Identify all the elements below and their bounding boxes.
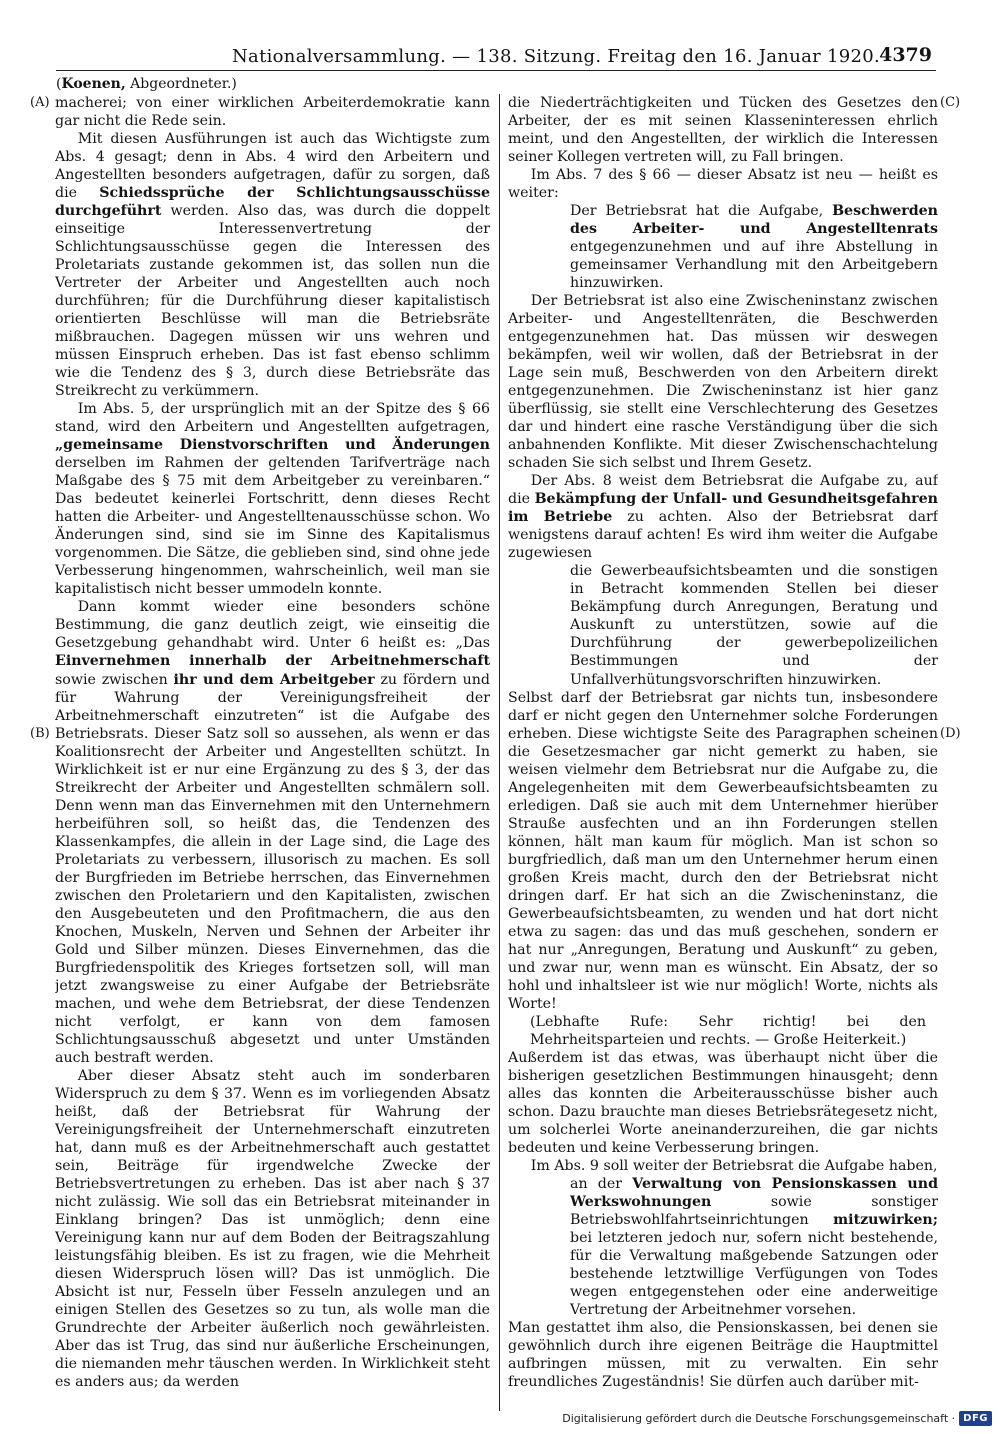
running-title: Nationalversammlung. — 138. Sitzung. Freitag den 16. Januar 1920. (232, 46, 881, 67)
margin-marker-a: (A) (30, 95, 50, 110)
quoted-law-text: die Gewerbeaufsichtsbeamten und die sonstigen in Betracht kommenden Stellen bei dieser Bekämpfung durch Anregungen, Beratung und Auskunft zu unterstützen, sowie auf die Durchführung der gewerbepolizeilichen Bestimmungen und der Unfallverhütungsvorschriften hinzuwirken. (570, 563, 938, 688)
margin-marker-c: (C) (940, 95, 961, 110)
paragraph: Aber dieser Absatz steht auch im sonderbaren Widerspruch zu dem § 37. Wenn es im vorliegenden Absatz heißt, daß der Betriebsrat für Wahrung der Vereinigungsfreiheit der Unternehmerschaft einzutreten hat, dann muß es der Arbeitnehmerschaft auch gestattet sein, Beiträge für irgendwelche Zwecke der Betriebsvertretungen zu erheben. Das ist aber nach § 37 nicht zulässig. Wie soll das ein Betriebsrat miteinander in Einklang bringen? Das ist unmöglich; denn eine Vereinigung kann nur auf dem Boden der Beitragszahlung leistungsfähig bleiben. Es ist zu fragen, wie die Mehrheit diesen Widerspruch lösen will? Das ist unmöglich. Die Absicht ist nur, Fesseln über Fesseln anzulegen und an einigen Stellen des Gesetzes so zu tun, als wolle man die Grundrechte der Arbeiter äußerlich noch gewährleisten. Aber das ist Trug, das sind nur äußerliche Erscheinungen, die niemanden mehr täuschen werden. In Wirklichkeit steht es anders aus; da werden (55, 1067, 490, 1391)
speaker-name: Koenen, (61, 76, 126, 92)
right-column (508, 94, 938, 1410)
page-number: 4379 (879, 44, 932, 66)
paragraph: Der Abs. 8 weist dem Betriebsrat die Aufgabe zu, auf die Bekämpfung der Unfall- und Gesundheitsgefahren im Betriebe zu achten. Also der Betriebsrat darf wenigstens darauf achten! Es wird ihm weiter die Aufgabe zugewiesen (508, 473, 938, 562)
header-rule (56, 70, 936, 71)
digitization-credit (562, 1408, 992, 1428)
running-header (56, 40, 936, 70)
speaker-role: Abgeordneter.) (130, 76, 237, 92)
margin-marker-d: (D) (940, 726, 961, 741)
paragraph: Im Abs. 5, der ursprünglich mit an der Spitze des § 66 stand, wird den Arbeitern und Angestellten aufgetragen, „gemeinsame Dienstvorschriften und Änderungen derselben im Rahmen der geltenden Tarifverträge nach Maßgabe des § 75 mit dem Arbeitgeber zu vereinbaren.“ Das bedeutet keinerlei Fortschritt, denn dieses Recht hatten die Arbeiter- und Angestelltenausschüsse schon. Wo Änderungen sind, sind sie im Sinne des Kapitalismus vorgenommen. Die Sätze, die geblieben sind, sind ohne jede Verbesserung hingenommen, wahrscheinlich, weil man sie kapitalistisch nicht besser ummodeln konnte. (55, 401, 490, 598)
dfg-logo: DFG (959, 1411, 992, 1426)
credit-text: Digitalisierung gefördert durch die Deutsche Forschungsgemeinschaft · (562, 1411, 956, 1425)
paragraph: die Niederträchtigkeiten und Tücken des Gesetzes den Arbeiter, der es mit seinen Klasseninteressen ehrlich meint, und den Angestellten, der wirklich die Interessen seiner Kollegen vertreten will, zu Fall bringen. (508, 95, 938, 166)
paragraph: Der Betriebsrat ist also eine Zwischeninstanz zwischen Arbeiter- und Angestelltenräten, die Beschwerden entgegenzunehmen hat. Das müssen wir deswegen bekämpfen, weil wir wollen, daß der Betriebsrat in der Lage sein muß, Beschwerden von den Arbeitern direkt entgegenzunehmen. Die Zwischeninstanz ist hier ganz überflüssig, sie stellt eine Verschlechterung des Gesetzes dar und hindert eine rasche Verständigung über die sich anbahnenden Konflikte. Mit dieser Zwischenschachtelung schaden Sie sich selbst und Ihrem Gesetz. (508, 293, 938, 472)
paragraph: macherei; von einer wirklichen Arbeiterdemokratie kann gar nicht die Rede sein. (55, 95, 490, 130)
speaker-line: (Koenen, Abgeordneter.) (56, 76, 237, 92)
paragraph: Selbst darf der Betriebsrat gar nichts tun, insbesondere darf er nicht gegen den Unternehmer solche Forderungen erheben. Diese wichtigste Seite des Paragraphen scheinen die Gesetzesmacher gar nicht gemerkt zu haben, sie weisen vielmehr dem Betriebsrat nur die Aufgabe zu, die Angelegenheiten mit dem Gewerbeaufsichtsbeamten zu erledigen. Daß sie auch mit dem Unternehmer hierüber Strauße ausfechten und an ihn Forderungen stellen können, hält man kaum für möglich. Man ist schon so burgfriedlich, daß man um den Unternehmer herum einen großen Kreis macht, durch den der Betriebsrat nicht dringen darf. Er hat sich an die Zwischeninstanz, die Gewerbeaufsichtsbeamten, zu wenden und hat dort nicht etwa zu sagen: das und das muß geschehen, sondern er hat nur „Anregungen, Beratung und Auskunft“ zu geben, und zwar nur, wenn man es wünscht. Ein Absatz, der so hohl und inhaltsleer ist wie nur möglich! Worte, nichts als Worte! (508, 689, 938, 1012)
paragraph: Mit diesen Ausführungen ist auch das Wichtigste zum Abs. 4 gesagt; denn in Abs. 4 wird den Arbeitern und Angestellten besonders aufgetragen, dafür zu sorgen, daß die Schiedssprüche der Schlichtungsausschüsse durchgeführt werden. Also das, was durch die doppelt einseitige Interessenvertretung der Schlichtungsausschüsse gegen die Interessen des Proletariats zustande gekommen ist, das sollen nun die Vertreter der Arbeiter und Angestellten auch noch durchführen; für die Durchführung dieser kapitalistisch orientierten Beschlüsse will man die Betriebsräte mißbrauchen. Dagegen müssen wir uns wehren und müssen Einspruch erheben. Das ist fast ebenso schlimm wie die Tendenz des § 3, durch diese Betriebsräte das Streikrecht zu verkümmern. (55, 131, 490, 400)
margin-marker-b: (B) (30, 726, 50, 741)
paragraph: Im Abs. 7 des § 66 — dieser Absatz ist neu — heißt es weiter: (508, 167, 938, 202)
quoted-law-text: Der Betriebsrat hat die Aufgabe, Beschwerden des Arbeiter- und Angestelltenrats entgegenzunehmen und auf ihre Abstellung in gemeinsamer Verhandlung mit den Arbeitgebern hinzuwirken. (570, 203, 938, 292)
paragraph: Außerdem ist das etwas, was überhaupt nicht über die bisherigen gesetzlichen Bestimmungen hinausgeht; denn alles das konnten die Arbeiterausschüsse bisher auch schon. Dazu brauchte man dieses Betriebsrätegesetz nicht, um solcherlei Worte aneinanderzureihen, die gar nichts bedeuten und keine Verbesserung bringen. (508, 1049, 938, 1156)
quoted-law-text: an der Verwaltung von Pensionskassen und Werkswohnungen sowie sonstiger Betriebswohlfahrtseinrichtungen mitzuwirken; bei letzteren jedoch nur, sofern nicht bestehende, für die Verwaltung maßgebende Satzungen oder bestehende letztwillige Verfügungen von Todes wegen entgegenstehen oder eine anderweitige Vertretung der Arbeitnehmer vorsehen. (570, 1175, 938, 1319)
interjection: (Lebhafte Rufe: Sehr richtig! bei den Mehrheitsparteien und rechts. — Große Heiterkeit.) (530, 1013, 926, 1048)
paragraph: Im Abs. 9 soll weiter der Betriebsrat die Aufgabe haben, (530, 1157, 938, 1174)
paragraph: Dann kommt wieder eine besonders schöne Bestimmung, die ganz deutlich zeigt, wie einseitig die Gesetzgebung gehandhabt wird. Unter 6 heißt es: „Das Einvernehmen innerhalb der Arbeitnehmerschaft sowie zwischen ihr und dem Arbeitgeber zu fördern und für Wahrung der Vereinigungsfreiheit der Arbeitnehmerschaft einzutreten“ ist die Aufgabe des Betriebsrats. Dieser Satz soll so aussehen, als wenn er das Koalitionsrecht der Arbeiter und Angestellten schützt. In Wirklichkeit ist er nur eine Ergänzung zu des § 3, der das Streikrecht der Arbeiter und Angestellten schmälern soll. Denn wenn man das Einvernehmen mit den Unternehmern herbeiführen soll, so heißt das, die Tendenzen des Klassenkampfes, die allein in der Lage sind, die Lage des Proletariats zu verbessern, illusorisch zu machen. Es soll der Burgfrieden im Betriebe herrschen, das Einvernehmen zwischen den Proletariern und den Kapitalisten, zwischen den Ausgebeuteten und den Profitmachern, die aus den Knochen, Muskeln, Nerven und Sehnen der Arbeiter ihr Gold und Silber münzen. Dieses Einvernehmen, das die Burgfriedenspolitik des Krieges fortsetzen soll, will man jetzt zwangsweise zu einer Aufgabe der Betriebsräte machen, und wehe dem Betriebsrat, der diese Tendenzen nicht verfolgt, er kann von dem famosen Schlichtungsausschuß abgesetzt und unter Umständen auch bestraft werden. (55, 599, 490, 1066)
paragraph: Man gestattet ihm also, die Pensionskassen, bei denen sie gewöhnlich durch ihre eigenen Beiträge die Hauptmittel aufbringen müssen, mit zu verwalten. Ein sehr freundliches Zugeständnis! Sie dürfen auch darüber mit- (508, 1320, 938, 1391)
left-column (55, 94, 490, 1410)
column-divider (499, 94, 500, 1411)
